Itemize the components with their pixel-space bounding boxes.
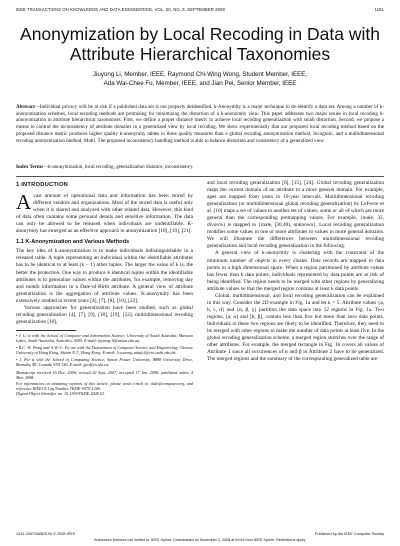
intro-paragraph-2: The key idea of k-anonymization is to make individuals indistinguishable in a released table. A tuple representing an individual within the identifiable attributes has to be identical to at least (k − 1) other tuples. The larger the value of k is, the better the protection. One way to produce k identical tuples within the identifiable attributes is to generalize values within the attributes, for example, removing day and month information in a Date-of-Birth attribute. A general view of attribute generalization is the aggregation of attribute values. K-anonymity has been extensively studied in recent years [4], [7], [8], [10], [22]. (16, 248, 193, 304)
author-line-1: Jiuyong Li, Member, IEEE, Raymond Chi-Wing Wong, Student Member, IEEE, (92, 71, 308, 78)
paper-title: Anonymization by Local Recoding in Data with Attribute Hierarchical Taxonomies (20, 24, 380, 64)
manuscript-note (16, 370, 193, 396)
author-line-2: Ada Wai-Chee Fu, Member, IEEE, and Jian Pei, Senior Member, IEEE (103, 79, 297, 87)
copyright-line: 1041-4347/08/$25.00 © 2008 IEEE (16, 532, 76, 536)
right-paragraph-3: Global, multidimensional, and local recoding generalization can be explained in this way. Consider the 2D example in Fig. 1a and let k = 5. Attribute values {a, b, c, d} and {α, β, γ} partition the data space into 12 regions in Fig. 1a. Two regions, [a, α] and [b, β], contain less than five but more than zero data points. Individuals in these two regions are likely to be identified. Therefore, they need to be merged with other regions to make the number of data points at least five. In the global recoding generalization scheme, a merged region stretches over the range of other attributes. For example, the merged rectangle in Fig. 1b covers all values of Attribute 1 since all occurrences of α and β in Attribute 2 have to be generalized. The merged regions and the summary of the corresponding generalized table are (207, 292, 384, 363)
manuscript-note-line: For information on obtaining reprints of this article, please send e-mail to: tkde@computer.org, and reference IEEECS Log Number TKDE-0570-1206. (16, 380, 193, 391)
footnote-item: • J. Pei is with the School of Computing Science, Simon Fraser University, 8888 University Drive, Burnaby, BC Canada V5A 1S6. E-mail: jpei@cs.sfu.ca. (16, 356, 193, 367)
running-header (16, 7, 384, 12)
right-column (207, 180, 384, 363)
index-terms (16, 164, 384, 171)
abstract (16, 104, 384, 144)
manuscript-note-line: Digital Object Identifier no. 10.1109/TKDE.2008.52. (16, 390, 105, 396)
index-terms-text: —k-anonymization, local recoding, generalization distance, inconsistency. (43, 164, 194, 170)
publisher-line: Published by the IEEE Computer Society (314, 532, 384, 536)
subsection-heading: 1.1 K-Anonymization and Various Methods (16, 239, 130, 246)
abstract-text: —Individual privacy will be at risk if a published data set is not properly deidentified. k-Anonymity is a major technique to de-identify a data set. Among a number of k-anonymization schemes, local recoding methods are promising for minimizing the distortion of a k-anonymity view. This paper addresses two major issues in local recoding k-anonymization in attribute hierarchical taxonomies. First, we define a proper distance metric to achieve local recoding generalization with small distortion. Second, we propose a means to control the inconsistency of attribute domains in a generalized view by local recoding. We show experimentally that our proposed local recoding method based on the proposed distance metric produces higher quality k-anonymity tables in three quality measures than a global recoding anonymization method, Incognito, and a multidimensional recoding anonymization method, Multi. The proposed inconsistency handling method is able to balance distortion and consistency of a generalized view. (16, 104, 384, 144)
section-heading: 1 INTRODUCTION (16, 182, 69, 188)
intro-paragraph-3: Various approaches for generalization have been studied, such as global recoding generalization [4], [7], [9], [18], [19], [22], multidimensional recoding generalization [10], (16, 304, 193, 325)
affiliation-footnotes (16, 333, 193, 367)
footnote-item: • R.C.-W. Wong and A.W.-C. Fu are with the Department of Computer Science and Engineering, Chinese University of Hong Kong, Shatin N.T., Hong Kong. E-mail: {cwwong, adafu}@cse.cuhk.edu.hk. (16, 344, 193, 355)
manuscript-note-line: Manuscript received 16 Dec. 2006; revised 20 Sept. 2007; accepted 17 Jan. 2008; published online 4 Mar. 2008. (16, 370, 193, 381)
index-terms-label: Index Terms (16, 164, 44, 170)
header-divider (16, 176, 384, 177)
footnote-divider (16, 330, 76, 331)
drop-cap: A (16, 190, 32, 215)
footnote-item: • J. Li is with the School of Computer and Information Science, University of South Australia, Mawson Lakes, South Australia, Australia, 5095. E-mail: jiuyong.li@unisa.edu.au. (16, 332, 193, 344)
author-list (20, 71, 380, 88)
abstract-label: Abstract (16, 104, 35, 110)
right-paragraph-1: and local recoding generalization [6], [15], [24]. Global recoding generalization maps the current domain of an attribute to a more general domain. For example, ages are mapped from years to 10-year intervals. Multidimensional recoding generalization (or multidimensional global recoding generalization) by LeFevre et al. [10] maps a set of values to another set of values, some or all of which are more general than the corresponding premapping values. For example, {male, 32, divorce} is mapped to {male, [30,40), unknown}. Local recoding generalization modifies some values in one or more attributes to values in more general domains. We will illustrate the differences between multidimensional recoding generalization and local recoding generalization in the following. (207, 180, 384, 250)
page-number: 1181 (374, 7, 384, 12)
intro-paragraph-1-text: vast amount of operational data and information has been stored by different vendors and organizations. Most of the stored data is useful only when it is shared and analyzed with other related data. However, this kind of data often contains some personal details and sensitive information. The data can only be allowed to be released when individuals are undentifiable. K-anonymity has emerged as an effective approach in anonymization [18], [19], [21]. (16, 193, 193, 235)
license-notice: Authorized licensed use limited to: IEEE Xplore. Downloaded on November 2, 2008 at 00:54 from IEEE Xplore. Restrictions apply. (94, 538, 306, 542)
bottom-line (16, 532, 384, 536)
journal-header: IEEE TRANSACTIONS ON KNOWLEDGE AND DATA ENGINEERING, VOL. 20, NO. 9, SEPTEMBER 2008 (16, 7, 225, 12)
left-column (16, 180, 193, 396)
right-paragraph-2: A general view of k-anonymity is clustering with the constraint of the minimum number of objects in every cluster. Data records are mapped to data points in a high dimensional space. When a region partitioned by attribute values has fewer than k data points, individuals represented by data points are at risk of being identified. The region needs to be merged with other regions by generalizing attribute values so that the merged region contains at least k data points. (207, 250, 384, 292)
intro-paragraph-1 (16, 190, 193, 235)
